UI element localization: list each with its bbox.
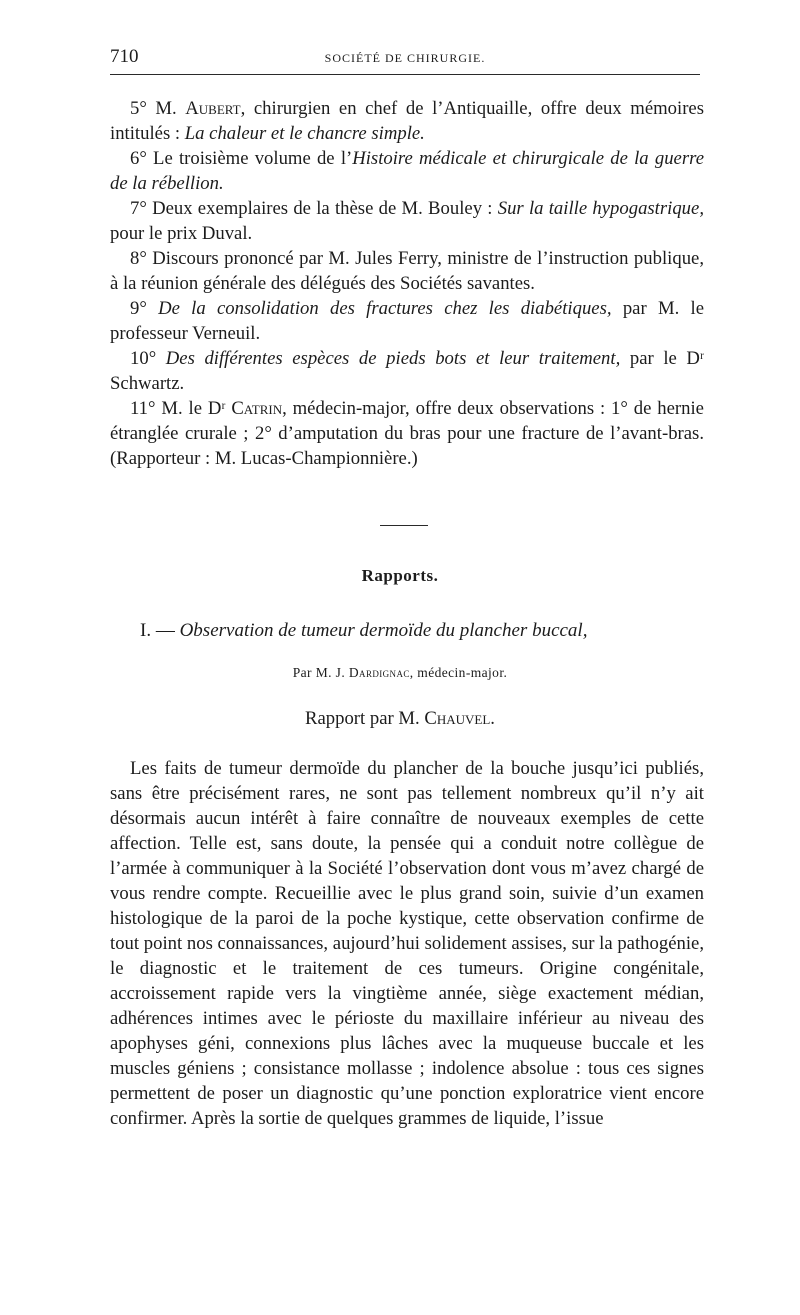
body-paragraph: Les faits de tumeur dermoïde du plancher de la bouche jusqu’ici publiés, sans être précisément rares, ne sont pas tellement nombreux qu’il n’y ait désormais aucun intérêt à faire connaître de nouveaux exemples de cette affection. Telle est, sans doute, la pensée qui a conduit notre collègue de l’armée à communiquer à la Société l’observation dont vous m’avez chargé de vous rendre compte. Recueillie avec le plus grand soin, suivie d’un examen histologique de la paroi de la poche kystique, cette observation confirme de tout point nos connaissances, aujourd’hui solidement assises, sur la pathogénie, le diagnostic et le traitement de ces tumeurs. Origine congénitale, accroissement rapide vers la vingtième année, siège exactement médian, adhérences intimes avec le périoste du maxillaire inférieur au niveau des apophyses géni, connexions plus lâches avec la muqueuse buccale et les muscles géniens ; consistance mollasse ; indolence absolue : tous ces signes permettent de poser un diagnostic qu’une ponction exploratrice vient encore confirmer. Après la sortie de quelques grammes de liquide, l’issue — [110, 758, 704, 1129]
section-divider — [380, 525, 428, 526]
report-title: I. — Observation de tumeur dermoïde du plancher buccal, — [140, 620, 588, 641]
list-item: 9° De la consolidation des fractures chez les diabétiques, par M. le professeur Verneuil. — [110, 298, 704, 344]
list-item: 5° M. Aubert, chirurgien en chef de l’Antiquaille, offre deux mémoires intitulés : La chaleur et le chancre simple. — [110, 98, 704, 144]
donations-list — [110, 96, 704, 471]
list-item: 6° Le troisième volume de l’Histoire médicale et chirurgicale de la guerre de la rébellion. — [110, 148, 704, 194]
rapporteur-line: Rapport par M. Chauvel. — [305, 708, 495, 729]
report-body — [110, 756, 704, 1131]
section-title: Rapports. — [361, 566, 439, 585]
page-number: 710 — [110, 46, 139, 67]
list-item: 11° M. le Dʳ Catrin, médecin-major, offre deux observations : 1° de hernie étranglée crurale ; 2° d’amputation du bras pour une fracture de l’avant-bras. (Rapporteur : M. Lucas-Championnière.) — [110, 398, 704, 469]
list-item: 8° Discours prononcé par M. Jules Ferry, ministre de l’instruction publique, à la réunion générale des délégués des Sociétés savantes. — [110, 248, 704, 294]
page-header — [110, 46, 700, 75]
list-item: 10° Des différentes espèces de pieds bots et leur traitement, par le Dʳ Schwartz. — [110, 348, 704, 394]
list-item: 7° Deux exemplaires de la thèse de M. Bouley : Sur la taille hypogastrique, pour le prix Duval. — [110, 198, 704, 244]
report-author: Par M. J. Dardignac, médecin-major. — [292, 665, 508, 680]
running-title: SOCIÉTÉ DE CHIRURGIE. — [324, 51, 486, 65]
